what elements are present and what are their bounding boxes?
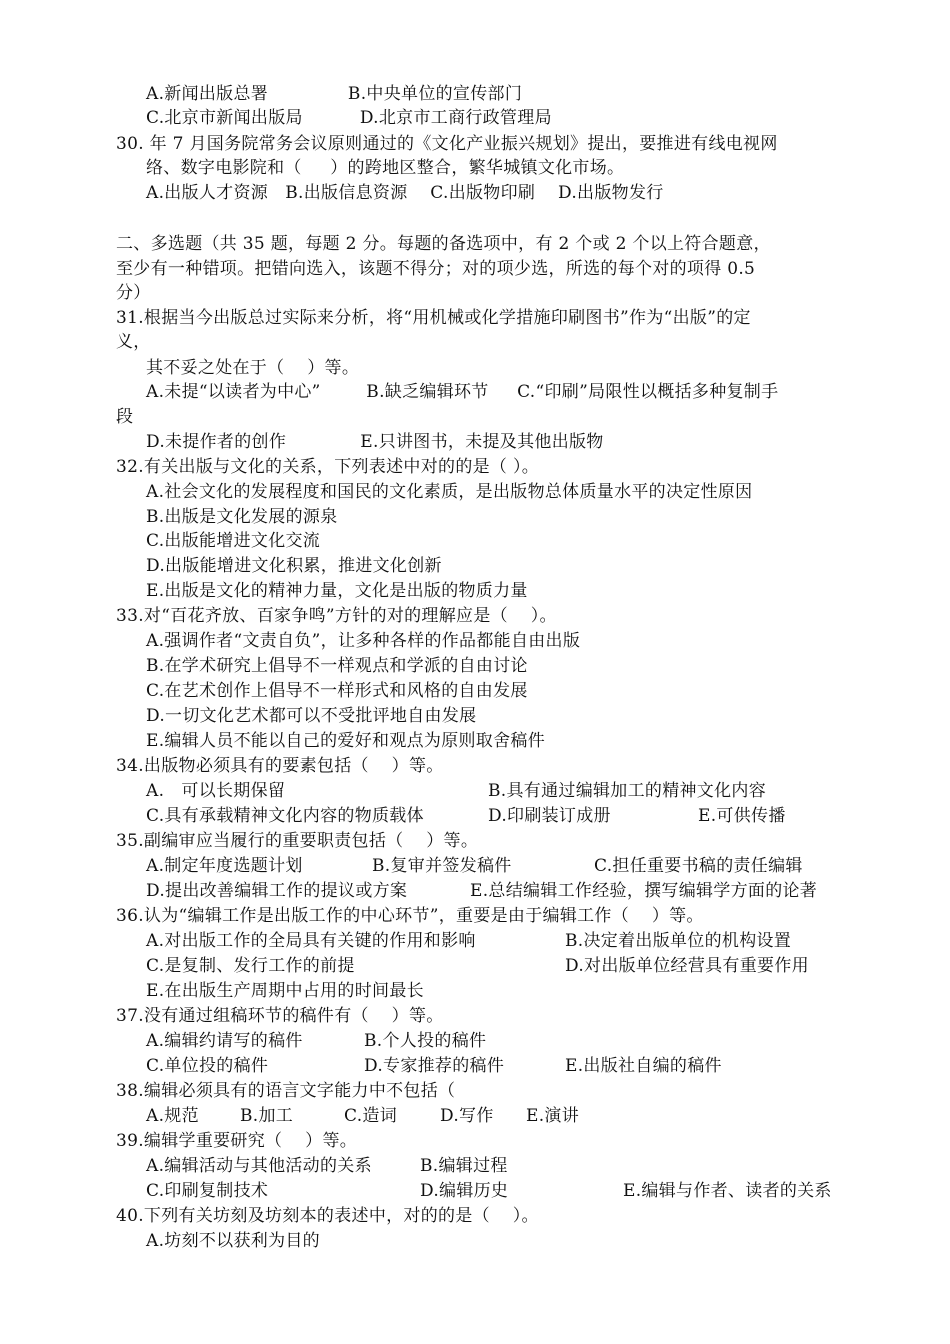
q33-option-d: D.一切文化艺术都可以不受批评地自由发展 [146,706,477,726]
q36-option-c: C.是复制、发行工作的前提 [146,956,355,976]
q35-option-b: B.复审并签发稿件 [372,856,512,876]
q37-option-e: E.出版社自编的稿件 [565,1056,722,1076]
q32-option-a: A.社会文化的发展程度和国民的文化素质，是出版物总体质量水平的决定性原因 [146,482,753,502]
q33-option-b: B.在学术研究上倡导不一样观点和学派的自由讨论 [146,656,528,676]
q32-option-e: E.出版是文化的精神力量，文化是出版的物质力量 [146,581,528,601]
section2-heading-line2: 至少有一种错项。把错向选入，该题不得分；对的项少选，所选的每个对的项得 0.5 [116,259,756,279]
q33-option-e: E.编辑人员不能以自己的爱好和观点为原则取舍稿件 [146,731,546,751]
q40-option-a: A.坊刻不以获利为目的 [146,1231,320,1251]
q31-stem-line3: 其不妥之处在于（ ）等。 [146,358,360,378]
q37-option-b: B.个人投的稿件 [364,1031,487,1051]
q39-stem: 39.编辑学重要研究（ ）等。 [116,1131,358,1151]
q34-option-e: E.可供传播 [698,806,786,826]
q39-option-c: C.印刷复制技术 [146,1181,269,1201]
q31-options-abc: A.未提“以读者为中心” B.缺乏编辑环节 C.“印刷”局限性以概括多种复制手 [146,382,779,402]
q35-option-a: A.制定年度选题计划 [146,856,303,876]
q30-stem-line2: 络、数字电影院和（ ）的跨地区整合，繁华城镇文化市场。 [146,158,625,178]
q35-stem: 35.副编审应当履行的重要职责包括（ ）等。 [116,831,479,851]
q39-option-d: D.编辑历史 [420,1181,509,1201]
q40-stem: 40.下列有关坊刻及坊刻本的表述中，对的的是（ ）。 [116,1206,539,1226]
q32-option-d: D.出版能增进文化积累，推进文化创新 [146,556,442,576]
section2-heading-line3: 分） [116,283,151,303]
q31-stem-line2: 义， [116,332,151,352]
q36-option-b: B.决定着出版单位的机构设置 [565,931,792,951]
q29-options-cd: C.北京市新闻出版局 D.北京市工商行政管理局 [146,108,552,128]
q36-option-d: D.对出版单位经营具有重要作用 [565,956,809,976]
q31-stem-line1: 31.根据当今出版总过实际来分析，将“用机械或化学措施印刷图书”作为“出版”的定 [116,308,751,328]
q34-option-b: B.具有通过编辑加工的精神文化内容 [488,781,766,801]
q38-option-c: C.造词 [344,1106,398,1126]
q29-options-ab: A.新闻出版总署 B.中央单位的宣传部门 [146,84,523,104]
q33-stem: 33.对“百花齐放、百家争鸣”方针的对的理解应是（ ）。 [116,606,557,626]
q34-option-a: A. 可以长期保留 [146,781,286,801]
section2-heading-line1: 二、多选题（共 35 题，每题 2 分。每题的备选项中，有 2 个或 2 个以上符合题意， [116,234,771,254]
q35-option-d: D.提出改善编辑工作的提议或方案 [146,881,408,901]
q32-option-c: C.出版能增进文化交流 [146,531,321,551]
q37-option-a: A.编辑约请写的稿件 [146,1031,303,1051]
q38-option-b: B.加工 [240,1106,294,1126]
q39-option-b: B.编辑过程 [420,1156,508,1176]
q38-option-d: D.写作 [440,1106,494,1126]
q30-stem-line1: 30. 年 7 月国务院常务会议原则通过的《文化产业振兴规划》提出，要推进有线电视网 [116,134,778,154]
q37-stem: 37.没有通过组稿环节的稿件有（ ）等。 [116,1006,444,1026]
q34-option-d: D.印刷装订成册 [488,806,611,826]
q39-option-e: E.编辑与作者、读者的关系 [623,1181,832,1201]
q36-option-a: A.对出版工作的全局具有关键的作用和影响 [146,931,476,951]
q37-option-d: D.专家推荐的稿件 [364,1056,505,1076]
q34-option-c: C.具有承载精神文化内容的物质载体 [146,806,424,826]
q36-option-e: E.在出版生产周期中占用的时间最长 [146,981,424,1001]
q31-options-de: D.未提作者的创作 E.只讲图书，未提及其他出版物 [146,432,604,452]
q39-option-a: A.编辑活动与其他活动的关系 [146,1156,372,1176]
q30-options: A.出版人才资源 B.出版信息资源 C.出版物印刷 D.出版物发行 [146,183,664,203]
q32-stem: 32.有关出版与文化的关系，下列表述中对的的是（ ）。 [116,457,540,477]
q37-option-c: C.单位投的稿件 [146,1056,269,1076]
q31-options-abc-wrap: 段 [116,407,134,427]
q33-option-c: C.在艺术创作上倡导不一样形式和风格的自由发展 [146,681,528,701]
q35-option-e: E.总结编辑工作经验，撰写编辑学方面的论著 [470,881,818,901]
q38-stem: 38.编辑必须具有的语言文字能力中不包括（ [116,1081,456,1101]
q38-option-a: A.规范 [146,1106,199,1126]
q36-stem: 36.认为“编辑工作是出版工作的中心环节”，重要是由于编辑工作（ ）等。 [116,906,704,926]
q35-option-c: C.担任重要书稿的责任编辑 [594,856,803,876]
q34-stem: 34.出版物必须具有的要素包括（ ）等。 [116,756,444,776]
q38-option-e: E.演讲 [526,1106,580,1126]
q33-option-a: A.强调作者“文责自负”，让多种各样的作品都能自由出版 [146,631,581,651]
q32-option-b: B.出版是文化发展的源泉 [146,507,338,527]
